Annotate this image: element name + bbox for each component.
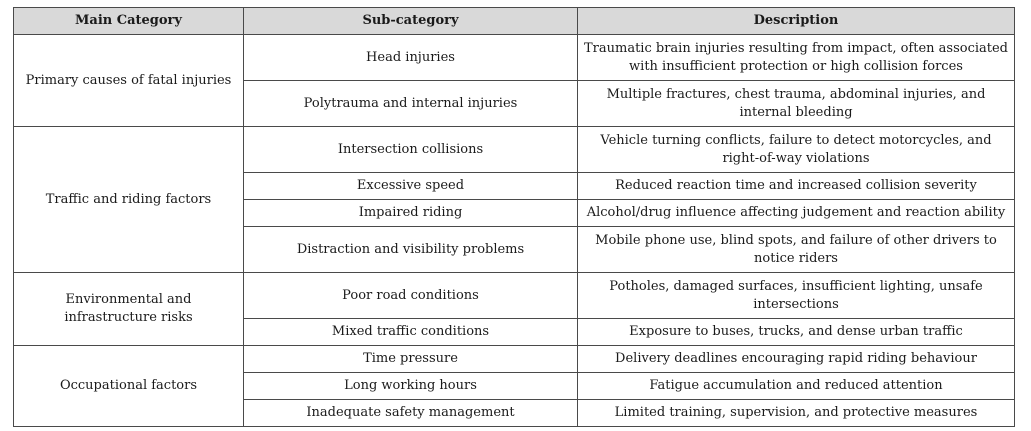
description-cell: Mobile phone use, blind spots, and failure of other drivers to notice riders [578,227,1015,273]
main-category-cell: Environmental and infrastructure risks [14,273,244,346]
sub-category-cell: Impaired riding [244,200,578,227]
sub-category-cell: Head injuries [244,35,578,81]
risk-factors-table [13,7,1015,427]
sub-category-cell: Distraction and visibility problems [244,227,578,273]
description-cell: Potholes, damaged surfaces, insufficient lighting, unsafe intersections [578,273,1015,319]
description-cell: Multiple fractures, chest trauma, abdominal injuries, and internal bleeding [578,81,1015,127]
sub-category-cell: Long working hours [244,373,578,400]
main-category-cell: Primary causes of fatal injuries [14,35,244,127]
table-row [14,346,1015,373]
table-row [14,127,1015,173]
sub-category-cell: Polytrauma and internal injuries [244,81,578,127]
main-category-cell: Traffic and riding factors [14,127,244,273]
description-cell: Traumatic brain injuries resulting from impact, often associated with insufficient protection or high collision forces [578,35,1015,81]
header-row [14,8,1015,35]
table-row [14,35,1015,81]
main-category-cell: Occupational factors [14,346,244,427]
sub-category-cell: Time pressure [244,346,578,373]
sub-category-cell: Excessive speed [244,173,578,200]
table-container [13,7,1015,427]
header-sub-category: Sub-category [244,8,578,35]
description-cell: Alcohol/drug influence affecting judgement and reaction ability [578,200,1015,227]
description-cell: Delivery deadlines encouraging rapid riding behaviour [578,346,1015,373]
description-cell: Reduced reaction time and increased collision severity [578,173,1015,200]
description-cell: Exposure to buses, trucks, and dense urban traffic [578,319,1015,346]
description-cell: Fatigue accumulation and reduced attention [578,373,1015,400]
sub-category-cell: Inadequate safety management [244,400,578,427]
header-description: Description [578,8,1015,35]
sub-category-cell: Mixed traffic conditions [244,319,578,346]
sub-category-cell: Intersection collisions [244,127,578,173]
sub-category-cell: Poor road conditions [244,273,578,319]
table-row [14,273,1015,319]
header-main-category: Main Category [14,8,244,35]
description-cell: Vehicle turning conflicts, failure to detect motorcycles, and right-of-way violations [578,127,1015,173]
description-cell: Limited training, supervision, and protective measures [578,400,1015,427]
